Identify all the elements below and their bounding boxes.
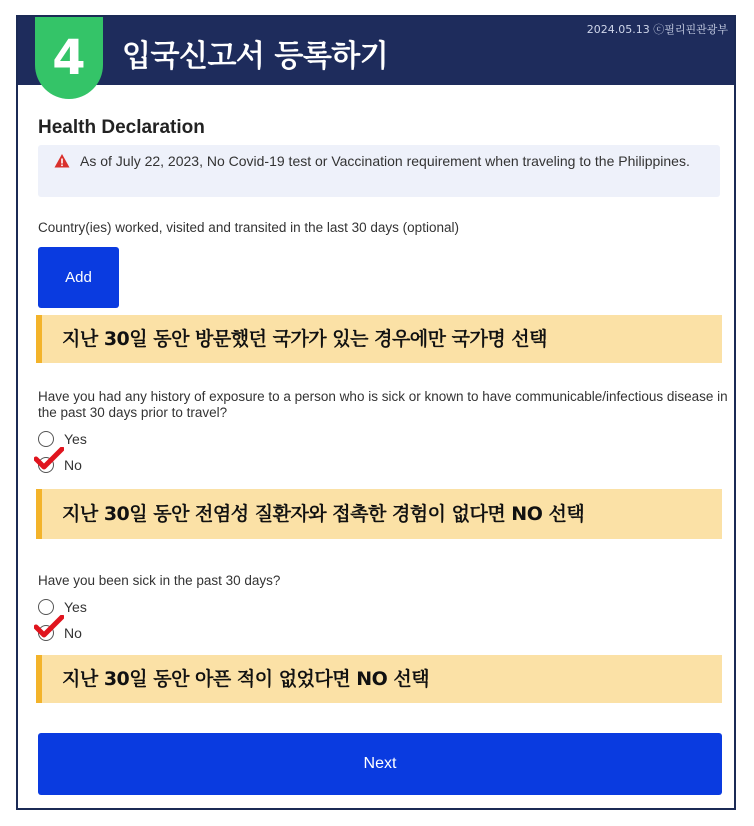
exposure-yes-option[interactable] <box>38 431 87 447</box>
page-title: 입국신고서 등록하기 <box>122 39 389 74</box>
exposure-question: Have you had any history of exposure to a person who is sick or known to have communicable/infectious disease in the past 30 days prior to travel? <box>38 389 728 420</box>
countries-label: Country(ies) worked, visited and transited in the last 30 days (optional) <box>38 220 459 235</box>
sick-question: Have you been sick in the past 30 days? <box>38 573 281 588</box>
radio-label: No <box>64 625 82 641</box>
step-badge: 4 <box>35 17 103 99</box>
form-frame <box>16 15 736 810</box>
radio-label: Yes <box>64 431 87 447</box>
red-check-icon <box>34 615 64 639</box>
add-country-button[interactable]: Add <box>38 247 119 308</box>
copyright-text: 2024.05.13 ⓒ필리핀관광부 <box>586 23 728 36</box>
notice-text: As of July 22, 2023, No Covid-19 test or Vaccination requirement when traveling to the Philippines. <box>80 153 690 169</box>
tip-sick: 지난 30일 동안 아픈 적이 없었다면 NO 선택 <box>36 655 722 703</box>
warning-triangle-icon <box>54 153 70 169</box>
radio-exposure-yes[interactable] <box>38 431 54 447</box>
sick-yes-option[interactable] <box>38 599 87 615</box>
page-header <box>18 17 734 85</box>
radio-label: Yes <box>64 599 87 615</box>
radio-sick-yes[interactable] <box>38 599 54 615</box>
next-button[interactable]: Next <box>38 733 722 795</box>
notice-banner <box>38 145 720 197</box>
section-title: Health Declaration <box>38 117 205 138</box>
radio-label: No <box>64 457 82 473</box>
tip-countries: 지난 30일 동안 방문했던 국가가 있는 경우에만 국가명 선택 <box>36 315 722 363</box>
red-check-icon <box>34 447 64 471</box>
tip-exposure: 지난 30일 동안 전염성 질환자와 접촉한 경험이 없다면 NO 선택 <box>36 489 722 539</box>
